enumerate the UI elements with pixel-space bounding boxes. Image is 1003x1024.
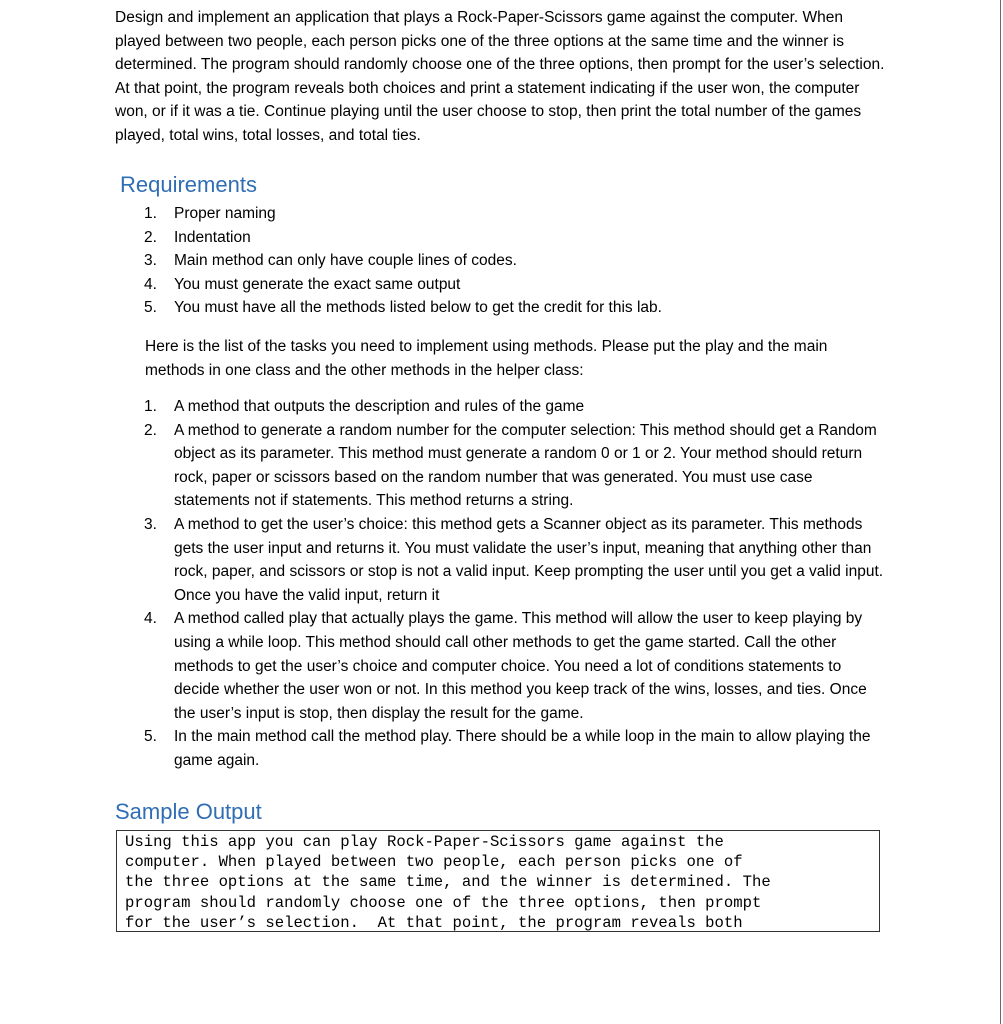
list-number: 2. (144, 228, 157, 246)
list-number: 5. (144, 299, 157, 317)
requirement-item (144, 249, 884, 273)
list-number: 3. (144, 252, 157, 270)
requirement-item (144, 296, 884, 320)
sample-output-line: program should randomly choose one of the three options, then prompt (125, 893, 762, 912)
list-number: 1. (144, 205, 157, 222)
requirements-list (144, 202, 884, 320)
sample-output-line: the three options at the same time, and the winner is determined. The (125, 873, 771, 892)
list-number: 1. (144, 398, 157, 415)
sample-output-line: computer. When played between two people, each person picks one of (125, 853, 743, 872)
intro-paragraph: Design and implement an application that plays a Rock-Paper-Scissors game against the computer. When played between two people, each person picks one of the three options at the same time and the winner is determined. The program should randomly choose one of the three options, then prompt for the user’s selection. At that point, the program reveals both choices and print a statement indicating if the user won, the computer won, or if it was a tie. Continue playing until the user choose to stop, then print the total number of the games played, total wins, total losses, and total ties. (115, 9, 885, 144)
tasks-intro-paragraph: Here is the list of the tasks you need to implement using methods. Please put the play and the main methods in one class and the other methods in the helper class: (145, 338, 828, 379)
list-item-text: Indentation (174, 228, 251, 246)
requirement-item (144, 226, 884, 250)
list-item-text: In the main method call the method play. There should be a while loop in the main to allow playing the game again. (174, 728, 871, 769)
list-number: 4. (144, 275, 157, 293)
requirement-item (144, 273, 884, 297)
page-edge (1000, 0, 1001, 1024)
list-number: 2. (144, 421, 157, 439)
tasks-list (144, 395, 889, 773)
list-number: 5. (144, 728, 157, 746)
requirement-item (144, 202, 884, 226)
list-item-text: A method to get the user’s choice: this method gets a Scanner object as its parameter. This methods gets the user input and returns it. You must validate the user’s input, meaning that anything other than rock, paper, and scissors or stop is not a valid input. Keep prompting the user until you get a valid input. Once you have the valid input, return it (174, 515, 884, 604)
list-item-text: Main method can only have couple lines of codes. (174, 252, 517, 270)
requirements-heading: Requirements (120, 172, 257, 197)
task-item (144, 419, 889, 513)
list-item-text: A method to generate a random number for the computer selection: This method should get a Random object as its parameter. This method must generate a random 0 or 1 or 2. Your method should return rock, paper or scissors based on the random number that was generated. You must use case statements not if statements. This method returns a string. (174, 421, 877, 510)
task-item (144, 607, 889, 725)
list-item-text: You must have all the methods listed below to get the credit for this lab. (174, 299, 662, 317)
list-item-text: A method called play that actually plays the game. This method will allow the user to keep playing by using a while loop. This method should call other methods to get the game started. Call the other methods to get the user’s choice and computer choice. You need a lot of conditions statements to decide whether the user won or not. In this method you keep track of the wins, losses, and ties. Once the user’s input is stop, then display the result for the game. (174, 610, 867, 722)
list-item-text: You must generate the exact same output (174, 275, 461, 293)
sample-output-line: Using this app you can play Rock-Paper-Scissors game against the (125, 833, 724, 851)
task-item (144, 395, 889, 419)
list-number: 3. (144, 515, 157, 533)
sample-output-line: for the user’s selection. At that point, the program reveals both (125, 913, 743, 932)
task-item (144, 513, 889, 607)
list-number: 4. (144, 610, 157, 628)
list-item-text: Proper naming (174, 205, 276, 222)
sample-output-heading: Sample Output (115, 799, 262, 824)
sample-output-box (116, 830, 880, 932)
task-item (144, 725, 889, 772)
list-item-text: A method that outputs the description and rules of the game (174, 398, 585, 415)
